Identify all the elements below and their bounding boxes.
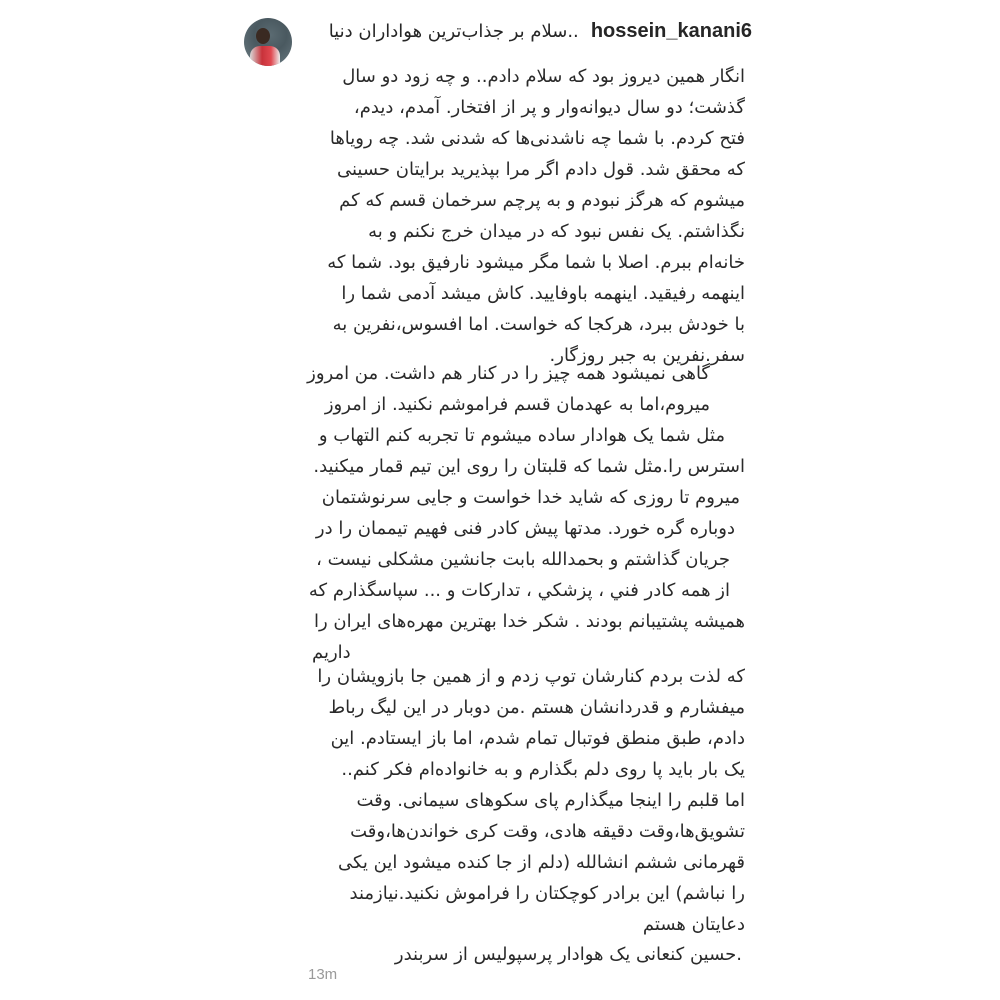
caption-line: استرس را.مثل شما که قلبتان را روی این تیم قمار میکنید. (313, 456, 745, 477)
caption-line: اینهمه رفیقید. اینهمه باوفایید. کاش میشد آدمی شما را (341, 283, 745, 304)
caption-line: مثل شما یک هوادار ساده میشوم تا تجربه کنم التهاب و (318, 425, 725, 446)
profile-photo-icon[interactable] (244, 18, 292, 66)
caption-line: را نباشم) این برادر کوچکتان را فراموش نکنید.نیازمند (349, 883, 745, 904)
avatar-head (256, 28, 270, 44)
post-header (329, 16, 752, 46)
caption-line: که محقق شد. قول دادم اگر مرا بپذیرید برایتان حسینی (336, 159, 745, 180)
caption-line: جریان گذاشتم و بحمدالله بابت جانشین مشکلی نیست ، (316, 549, 730, 570)
caption-line: اما قلبم را اینجا میگذارم پای سکوهای سیمانی. وقت (356, 790, 745, 811)
caption-line: میروم،اما به عهدمان قسم فراموشم نکنید. از امروز (324, 394, 710, 415)
caption-line: دوباره گره خورد. مدتها پیش کادر فنی فهیم تیممان را در (315, 518, 735, 539)
caption-line: تشویق‌ها،وقت دقیقه هادی، وقت کری خواندن‌ها،وقت (350, 821, 745, 842)
caption-line: میروم تا روزی که شاید خدا خواست و جایی سرنوشتمان (321, 487, 740, 508)
caption-line: فتح کردم. با شما چه ناشدنی‌ها که شدنی شد. چه رویاها (329, 128, 745, 149)
caption-line: یک بار باید پا روی دلم بگذارم و به خانواده‌ام فکر کنم.. (341, 759, 745, 780)
caption-line: گذشت؛ دو سال دیوانه‌وار و پر از افتخار. آمدم، دیدم، (353, 97, 745, 118)
caption-line: همیشه پشتیبانم بودند . شکر خدا بهترین مهره‌های ایران را (313, 611, 745, 632)
caption-line: دادم، طبق منطق فوتبال تمام شدم، اما باز ایستادم. این (330, 728, 745, 749)
caption-line: که لذت بردم کنارشان توپ زدم و از همین جا بازویشان را (317, 666, 745, 687)
caption-line: خانه‌ام ببرم. اصلا با شما مگر میشود نارفیق بود. شما که (327, 252, 745, 273)
caption-line: گاهی نمیشود همه چیز را در کنار هم داشت. من امروز (307, 363, 710, 384)
caption-line: نگذاشتم. یک نفس نبود که در میدان خرج نکنم و به (368, 221, 745, 242)
signature-line: .حسین کنعانی یک هوادار پرسپولیس از سربندر (394, 944, 742, 965)
caption-line: انگار همین دیروز بود که سلام دادم.. و چه زود دو سال (342, 66, 745, 87)
caption-line: میشوم که هرگز نبودم و به پرچم سرخمان قسم که کم (339, 190, 745, 211)
caption-line: میفشارم و قدردانشان هستم .من دوبار در این لیگ رباط (328, 697, 745, 718)
caption-line: از همه کادر فني ، پزشكي ، تداركات و ... سپاسگذارم كه (308, 580, 730, 601)
username-link[interactable]: hossein_kanani6 (590, 20, 752, 42)
post-timestamp: 13m (308, 966, 338, 983)
caption-line: دعایتان هستم (642, 914, 745, 935)
header-caption: ..سلام بر جذاب‌ترین هواداران دنیا (328, 21, 579, 42)
caption-line: قهرمانی ششم انشالله (دلم از جا کنده میشود این یکی (337, 852, 745, 873)
caption-line: داریم (312, 642, 351, 663)
caption-line: سفر.نفرین به جبر روزگار. (549, 345, 745, 366)
avatar-shirt (250, 46, 280, 66)
caption-line: با خودش ببرد، هرکجا که خواست. اما افسوس،نفرین به (332, 314, 745, 335)
